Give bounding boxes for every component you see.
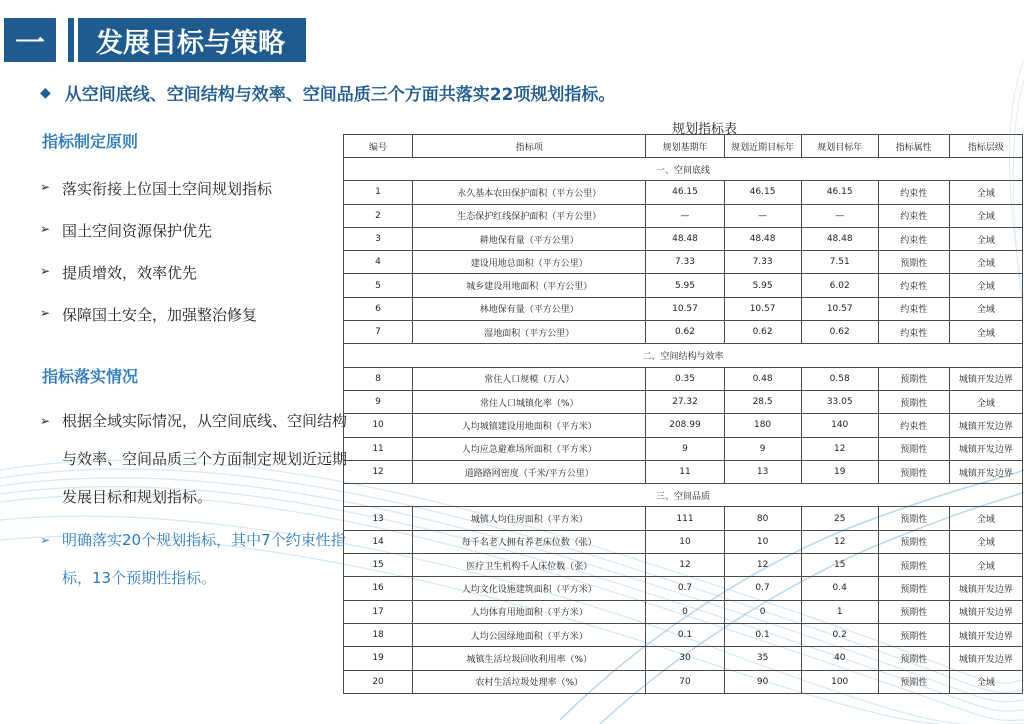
table-cell: 12 xyxy=(801,530,878,553)
table-cell: 5.95 xyxy=(646,274,724,297)
table-section-row xyxy=(344,484,1023,507)
table-row xyxy=(344,437,1023,460)
implementation-item xyxy=(40,521,352,597)
table-row xyxy=(344,414,1023,437)
table-row xyxy=(344,600,1023,623)
table-cell: 约束性 xyxy=(878,414,949,437)
table-row xyxy=(344,321,1023,344)
diamond-bullet-icon: ◆ xyxy=(40,84,51,101)
section-number-badge xyxy=(4,18,56,62)
section-heading-cell: 三、空间品质 xyxy=(344,484,1023,507)
table-row xyxy=(344,577,1023,600)
table-cell: 农村生活垃圾处理率（%） xyxy=(413,670,646,693)
table-cell: 预期性 xyxy=(878,437,949,460)
section-heading-cell: 一、空间底线 xyxy=(344,158,1023,181)
table-cell: 33.05 xyxy=(801,390,878,413)
table-cell: 城镇开发边界 xyxy=(949,600,1022,623)
table-cell: 11 xyxy=(344,437,413,460)
table-cell: 17 xyxy=(344,600,413,623)
header-cell: 指标项 xyxy=(413,135,646,158)
table-row xyxy=(344,623,1023,646)
table-cell: 10.57 xyxy=(724,297,801,320)
header-cell: 规划基期年 xyxy=(646,135,724,158)
arrow-bullet-icon: ➢ xyxy=(40,533,51,547)
table-header-row xyxy=(344,135,1023,158)
table-body xyxy=(344,158,1023,694)
table-cell: 全域 xyxy=(949,227,1022,250)
table-cell: 人均体育用地面积（平方米） xyxy=(413,600,646,623)
table-cell: — xyxy=(801,204,878,227)
table-cell: 12 xyxy=(344,460,413,483)
table-cell: 7.51 xyxy=(801,251,878,274)
table-cell: 6 xyxy=(344,297,413,320)
table-cell: 全域 xyxy=(949,204,1022,227)
principle-item xyxy=(40,178,272,220)
table-cell: 全域 xyxy=(949,670,1022,693)
table-cell: 城镇开发边界 xyxy=(949,414,1022,437)
table-cell: — xyxy=(724,204,801,227)
table-row xyxy=(344,670,1023,693)
table-cell: 0 xyxy=(646,600,724,623)
table-cell: 90 xyxy=(724,670,801,693)
section-heading-cell: 二、空间结构与效率 xyxy=(344,344,1023,367)
table-cell: 人均城镇建设用地面积（平方米） xyxy=(413,414,646,437)
table-cell: 预期性 xyxy=(878,460,949,483)
table-cell: 湿地面积（平方公里） xyxy=(413,321,646,344)
table-cell: 预期性 xyxy=(878,530,949,553)
table-cell: 2 xyxy=(344,204,413,227)
table-row xyxy=(344,297,1023,320)
table-cell: 10 xyxy=(344,414,413,437)
table-cell: 全域 xyxy=(949,554,1022,577)
table-cell: 全域 xyxy=(949,181,1022,204)
principle-text: 落实衔接上位国土空间规划指标 xyxy=(62,180,273,198)
table-row xyxy=(344,390,1023,413)
table-cell: 10 xyxy=(646,530,724,553)
table-cell: 12 xyxy=(801,437,878,460)
table-cell: 18 xyxy=(344,623,413,646)
table-cell: 预期性 xyxy=(878,577,949,600)
table-cell: 城镇开发边界 xyxy=(949,577,1022,600)
table-cell: 9 xyxy=(344,390,413,413)
table-cell: 约束性 xyxy=(878,297,949,320)
table-cell: 人均公园绿地面积（平方米） xyxy=(413,623,646,646)
table-cell: 城镇人均住房面积（平方米） xyxy=(413,507,646,530)
section-title-banner xyxy=(78,18,306,62)
table-cell: 5.95 xyxy=(724,274,801,297)
table-cell: 0.58 xyxy=(801,367,878,390)
table-cell: 5 xyxy=(344,274,413,297)
table-cell: 28.5 xyxy=(724,390,801,413)
table-cell: 9 xyxy=(646,437,724,460)
table-cell: 19 xyxy=(801,460,878,483)
table-cell: 180 xyxy=(724,414,801,437)
table-cell: 140 xyxy=(801,414,878,437)
table-cell: 9 xyxy=(724,437,801,460)
table-cell: 每千名老人拥有养老床位数（张） xyxy=(413,530,646,553)
table-row xyxy=(344,251,1023,274)
table-cell: 约束性 xyxy=(878,321,949,344)
table-cell: 46.15 xyxy=(801,181,878,204)
table-cell: 常住人口城镇化率（%） xyxy=(413,390,646,413)
table-cell: 预期性 xyxy=(878,600,949,623)
table-cell: 预期性 xyxy=(878,251,949,274)
table-cell: 46.15 xyxy=(646,181,724,204)
table-cell: 7.33 xyxy=(724,251,801,274)
table-cell: 19 xyxy=(344,647,413,670)
table-cell: 13 xyxy=(344,507,413,530)
table-row xyxy=(344,274,1023,297)
table-cell: 25 xyxy=(801,507,878,530)
principle-item xyxy=(40,220,272,262)
table-cell: 全域 xyxy=(949,297,1022,320)
table-cell: 城镇开发边界 xyxy=(949,460,1022,483)
table-cell: 0.1 xyxy=(646,623,724,646)
header-cell: 指标层级 xyxy=(949,135,1022,158)
table-cell: 35 xyxy=(724,647,801,670)
table-cell: 80 xyxy=(724,507,801,530)
table-cell: 30 xyxy=(646,647,724,670)
arrow-bullet-icon: ➢ xyxy=(40,264,51,278)
table-cell: 3 xyxy=(344,227,413,250)
table-cell: 预期性 xyxy=(878,507,949,530)
table-cell: 0.48 xyxy=(724,367,801,390)
table-cell: 14 xyxy=(344,530,413,553)
section-number: 一 xyxy=(15,26,45,61)
table-cell: 道路路网密度（千米/平方公里） xyxy=(413,460,646,483)
table-cell: 预期性 xyxy=(878,390,949,413)
table-cell: 13 xyxy=(724,460,801,483)
table-cell: 46.15 xyxy=(724,181,801,204)
table-cell: 48.48 xyxy=(646,227,724,250)
table-cell: 全域 xyxy=(949,251,1022,274)
indicator-table xyxy=(343,134,1023,694)
table-cell: 城镇开发边界 xyxy=(949,623,1022,646)
table-cell: 城镇开发边界 xyxy=(949,367,1022,390)
table-cell: 0.62 xyxy=(801,321,878,344)
table-cell: 建设用地总面积（平方公里） xyxy=(413,251,646,274)
table-title: 规划指标表 xyxy=(672,122,738,137)
table-cell: 48.48 xyxy=(801,227,878,250)
table-row xyxy=(344,507,1023,530)
table-cell: 70 xyxy=(646,670,724,693)
table-cell: 耕地保有量（平方公里） xyxy=(413,227,646,250)
table-cell: 12 xyxy=(646,554,724,577)
table-cell: 20 xyxy=(344,670,413,693)
table-cell: 约束性 xyxy=(878,204,949,227)
table-cell: 预期性 xyxy=(878,670,949,693)
table-cell: 人均文化设施建筑面积（平方米） xyxy=(413,577,646,600)
principle-text: 提质增效，效率优先 xyxy=(62,264,198,282)
table-cell: 生态保护红线保护面积（平方公里） xyxy=(413,204,646,227)
arrow-bullet-icon: ➢ xyxy=(40,222,51,236)
header-cell: 规划近期目标年 xyxy=(724,135,801,158)
table-cell: 15 xyxy=(344,554,413,577)
table-cell: 7.33 xyxy=(646,251,724,274)
table-cell: 全域 xyxy=(949,507,1022,530)
header-cell: 规划目标年 xyxy=(801,135,878,158)
table-cell: 6.02 xyxy=(801,274,878,297)
table-cell: 12 xyxy=(724,554,801,577)
table-cell: 4 xyxy=(344,251,413,274)
table-cell: 1 xyxy=(801,600,878,623)
table-cell: 27.32 xyxy=(646,390,724,413)
table-cell: 0.35 xyxy=(646,367,724,390)
table-cell: 111 xyxy=(646,507,724,530)
table-row xyxy=(344,460,1023,483)
principle-item xyxy=(40,304,272,346)
table-cell: 约束性 xyxy=(878,274,949,297)
principle-text: 国土空间资源保护优先 xyxy=(62,222,213,240)
table-cell: 0.62 xyxy=(724,321,801,344)
principles-list xyxy=(40,178,272,346)
table-cell: 1 xyxy=(344,181,413,204)
table-cell: 全域 xyxy=(949,321,1022,344)
table-cell: 预期性 xyxy=(878,647,949,670)
banner-stripe xyxy=(68,18,74,62)
table-cell: 城镇开发边界 xyxy=(949,437,1022,460)
arrow-bullet-icon: ➢ xyxy=(40,180,51,194)
table-cell: 人均应急避难场所面积（平方米） xyxy=(413,437,646,460)
table-cell: 0.7 xyxy=(646,577,724,600)
table-row xyxy=(344,554,1023,577)
table-cell: 全域 xyxy=(949,390,1022,413)
table-cell: 15 xyxy=(801,554,878,577)
table-cell: 预期性 xyxy=(878,554,949,577)
headline-text: 从空间底线、空间结构与效率、空间品质三个方面共落实22项规划指标。 xyxy=(64,85,616,105)
table-cell: 约束性 xyxy=(878,181,949,204)
table-section-row xyxy=(344,158,1023,181)
table-cell: 林地保有量（平方公里） xyxy=(413,297,646,320)
header-cell: 指标属性 xyxy=(878,135,949,158)
implementation-title: 指标落实情况 xyxy=(42,367,139,386)
table-cell: 7 xyxy=(344,321,413,344)
table-cell: 永久基本农田保护面积（平方公里） xyxy=(413,181,646,204)
headline xyxy=(40,80,615,105)
table-cell: 城镇生活垃圾回收利用率（%） xyxy=(413,647,646,670)
table-cell: 常住人口规模（万人） xyxy=(413,367,646,390)
table-cell: 医疗卫生机构千人床位数（张） xyxy=(413,554,646,577)
table-cell: 预期性 xyxy=(878,623,949,646)
section-title: 发展目标与策略 xyxy=(96,27,285,59)
table-cell: 10.57 xyxy=(646,297,724,320)
table-cell: 10.57 xyxy=(801,297,878,320)
arrow-bullet-icon: ➢ xyxy=(40,306,51,320)
table-cell: 208.99 xyxy=(646,414,724,437)
table-row xyxy=(344,204,1023,227)
table-cell: 全域 xyxy=(949,530,1022,553)
table-row xyxy=(344,367,1023,390)
principles-title: 指标制定原则 xyxy=(42,132,139,151)
table-cell: 100 xyxy=(801,670,878,693)
table-row xyxy=(344,227,1023,250)
table-row xyxy=(344,181,1023,204)
table-cell: 8 xyxy=(344,367,413,390)
table-cell: 16 xyxy=(344,577,413,600)
table-cell: 48.48 xyxy=(724,227,801,250)
table-section-row xyxy=(344,344,1023,367)
table-cell: 预期性 xyxy=(878,367,949,390)
table-cell: 0 xyxy=(724,600,801,623)
table-cell: 0.1 xyxy=(724,623,801,646)
table-cell: 0.4 xyxy=(801,577,878,600)
implementation-highlight: 明确落实20个规划指标，其中7个约束性指标，13个预期性指标。 xyxy=(62,531,346,587)
principle-text: 保障国土安全，加强整治修复 xyxy=(62,306,258,324)
table-row xyxy=(344,647,1023,670)
table-cell: 全域 xyxy=(949,274,1022,297)
table-cell: 40 xyxy=(801,647,878,670)
table-cell: 0.7 xyxy=(724,577,801,600)
implementation-paragraph: 根据全域实际情况，从空间底线、空间结构与效率、空间品质三个方面制定规划近远期发展目标和规划指标。 xyxy=(62,412,348,506)
table-cell: 0.2 xyxy=(801,623,878,646)
table-row xyxy=(344,530,1023,553)
table-cell: 0.62 xyxy=(646,321,724,344)
table-cell: 城乡建设用地面积（平方公里） xyxy=(413,274,646,297)
principle-item xyxy=(40,262,272,304)
table-cell: 城镇开发边界 xyxy=(949,647,1022,670)
table-cell: 11 xyxy=(646,460,724,483)
header-cell: 编号 xyxy=(344,135,413,158)
implementation-list xyxy=(40,402,352,597)
table-cell: 约束性 xyxy=(878,227,949,250)
implementation-item xyxy=(40,402,352,516)
table-cell: 10 xyxy=(724,530,801,553)
table-cell: — xyxy=(646,204,724,227)
arrow-bullet-icon: ➢ xyxy=(40,414,51,428)
